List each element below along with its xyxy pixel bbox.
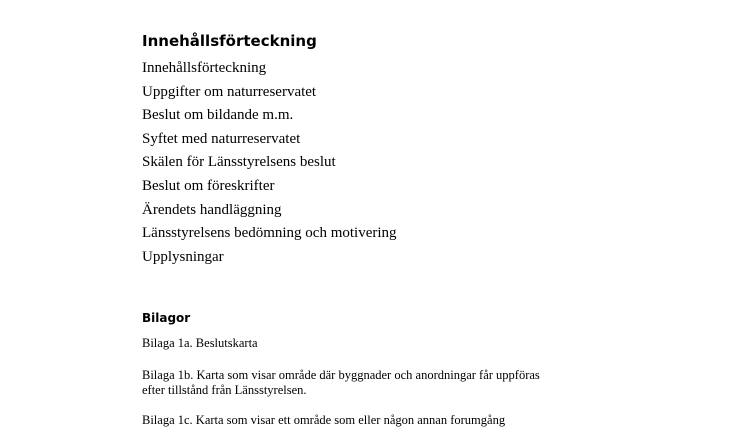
toc-item-upplysningar[interactable]: Upplysningar <box>142 248 224 265</box>
toc-item-beslut-om-bildande[interactable]: Beslut om bildande m.m. <box>142 107 294 124</box>
toc-heading: Innehållsförteckning <box>142 32 317 50</box>
attachment-1c <box>142 413 505 428</box>
toc-item-skalen[interactable]: Skälen för Länsstyrelsens beslut <box>142 154 336 171</box>
toc-item-foreskrifter[interactable]: Beslut om föreskrifter <box>142 177 275 194</box>
attachment-1b <box>142 368 540 398</box>
attachment-1b-line-2: efter tillstånd från Länsstyrelsen. <box>142 383 307 397</box>
attachment-1c-line-1: Bilaga 1c. Karta som visar ett område som eller någon annan forumgång <box>142 413 506 427</box>
toc-item-uppgifter[interactable]: Uppgifter om naturreservatet <box>142 83 317 100</box>
attachment-1b-line-1: Bilaga 1b. Karta som visar område där byggnader och anordningar får uppföras <box>142 368 540 382</box>
attachment-1a-line-1: Bilaga 1a. Beslutskarta <box>142 336 258 350</box>
toc-item-syftet[interactable]: Syftet med naturreservatet <box>142 130 301 147</box>
toc-item-innehallsforteckning[interactable]: Innehållsförteckning <box>142 60 267 76</box>
toc-item-bedomning[interactable]: Länsstyrelsens bedömning och motivering <box>142 225 397 242</box>
attachments-heading: Bilagor <box>142 311 191 325</box>
attachment-1a <box>142 336 258 351</box>
toc-item-handlaggning[interactable]: Ärendets handläggning <box>142 201 282 218</box>
toc-list <box>142 58 397 270</box>
